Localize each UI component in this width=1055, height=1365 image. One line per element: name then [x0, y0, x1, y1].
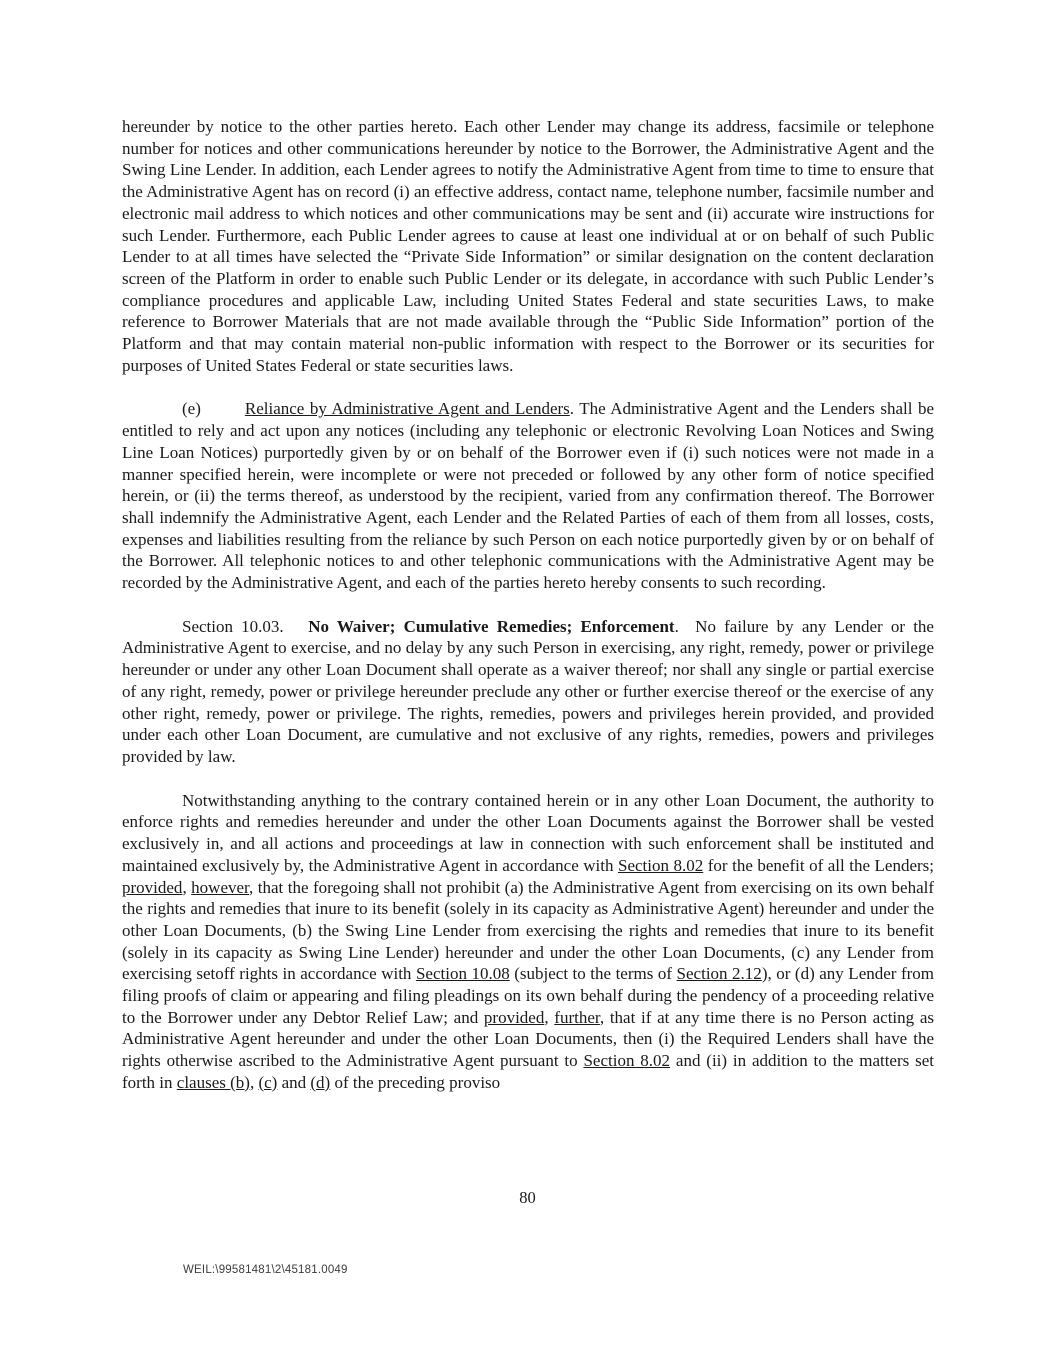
text-run: (subject to the terms of [509, 964, 677, 984]
underlined-text: Reliance by Administrative Agent and Lenders [244, 399, 570, 419]
underlined-text: Section 8.02 [583, 1051, 671, 1071]
paragraph [122, 116, 934, 376]
underlined-text: Section 10.08 [415, 964, 510, 984]
text-run: , [249, 1072, 259, 1092]
text-run: and (ii) in addition to the matters set forth in [122, 1051, 934, 1092]
text-run: Notwithstanding anything to the contrary contained herein or in any other Loan Document, the authority to enforce rights and remedies hereunder and under the other Loan Documents against the Borrower shall be vested exclusively in, and all actions and proceedings at law in connection with such enforcement shall be instituted and maintained exclusively by, the Administrative Agent in accordance with [122, 790, 934, 875]
underlined-text: however [191, 877, 250, 897]
text-run: of the preceding proviso [330, 1072, 501, 1092]
text-run: , that if at any time there is no Person acting as Administrative Agent hereunder and under the other Loan Documents, then (i) the Required Lenders shall have the rights otherwise ascribed to the Administrative Agent pursuant to [122, 1007, 935, 1071]
text-run: Section 10.03. [182, 616, 309, 636]
page-number: 80 [519, 1188, 536, 1207]
document-body [122, 116, 934, 1116]
text-run: for the benefit of all the Lenders; [703, 855, 934, 875]
text-run: . The Administrative Agent and the Lenders shall be entitled to rely and act upon any notices (including any telephonic or electronic Revolving Loan Notices and Swing Line Loan Notices) purportedly given by or on behalf of the Borrower even if (i) such notices were not made in a manner specified herein, were incomplete or were not preceded or followed by any other form of notice specified herein, or (ii) the terms thereof, as understood by the recipient, varied from any confirmation thereof. The Borrower shall indemnify the Administrative Agent, each Lender and the Related Parties of each of them from all losses, costs, expenses and liabilities resulting from the reliance by such Person on each notice purportedly given by or on behalf of the Borrower. All telephonic notices to and other telephonic communications with the Administrative Agent may be recorded by the Administrative Agent, and each of the parties hereto hereby consents to such recording. [122, 399, 934, 593]
document-id-footer: WEIL:\99581481\2\45181.0049 [183, 1264, 348, 1276]
text-run: ), or (d) any Lender from filing proofs of claim or appearing and filing pleadings on its own behalf during the pendency of a proceeding relative to the Borrower under any Debtor Relief Law; and [122, 964, 934, 1027]
underlined-text: (c) [258, 1072, 278, 1092]
underlined-text: (d) [310, 1072, 331, 1092]
paragraph [122, 616, 934, 768]
text-run: , that the foregoing shall not prohibit (a) the Administrative Agent from exercising on its own behalf the rights and remedies that inure to its benefit (solely in its capacity as Administrative Agent) hereunder and under the other Loan Documents, (b) the Swing Line Lender from exercising the rights and remedies that inure to its benefit (solely in its capacity as Swing Line Lender) hereunder and under the other Loan Documents, (c) any Lender from exercising setoff rights in accordance with [122, 877, 934, 984]
paragraph [122, 398, 934, 593]
underlined-text: provided [122, 877, 183, 897]
paragraph [122, 790, 934, 1094]
text-run: and [277, 1072, 311, 1092]
text-run: , [544, 1007, 555, 1027]
bold-text: No Waiver; Cumulative Remedies; Enforcement [308, 616, 675, 636]
text-run: , [182, 877, 192, 897]
underlined-text: clauses (b) [176, 1072, 250, 1092]
underlined-text: Section 2.12 [676, 964, 762, 984]
underlined-text: Section 8.02 [617, 855, 704, 875]
underlined-text: provided [483, 1007, 545, 1027]
underlined-text: further [554, 1007, 600, 1027]
text-run: . No failure by any Lender or the Administrative Agent to exercise, and no delay by any such Person in exercising, any right, remedy, power or privilege hereunder or under any other Loan Document shall operate as a waiver thereof; nor shall any single or partial exercise of any right, remedy, power or privilege hereunder preclude any other or further exercise thereof or the exercise of any other right, remedy, power or privilege. The rights, remedies, powers and privileges herein provided, and provided under each other Loan Document, are cumulative and not exclusive of any rights, remedies, powers and privileges provided by law. [122, 616, 934, 766]
text-run: (e) [182, 399, 245, 419]
text-run: hereunder by notice to the other parties hereto. Each other Lender may change its address, facsimile or telephone number for notices and other communications hereunder by notice to the Borrower, the Administrative Agent and the Swing Line Lender. In addition, each Lender agrees to notify the Administrative Agent from time to time to ensure that the Administrative Agent has on record (i) an effective address, contact name, telephone number, facsimile number and electronic mail address to which notices and other communications may be sent and (ii) accurate wire instructions for such Lender. Furthermore, each Public Lender agrees to cause at least one individual at or on behalf of such Public Lender to at all times have selected the “Private Side Information” or similar designation on the content declaration screen of the Platform in order to enable such Public Lender or its delegate, in accordance with such Public Lender’s compliance procedures and applicable Law, including United States Federal and state securities Laws, to make reference to Borrower Materials that are not made available through the “Public Side Information” portion of the Platform and that may contain material non-public information with respect to the Borrower or its securities for purposes of United States Federal or state securities laws. [122, 117, 934, 375]
